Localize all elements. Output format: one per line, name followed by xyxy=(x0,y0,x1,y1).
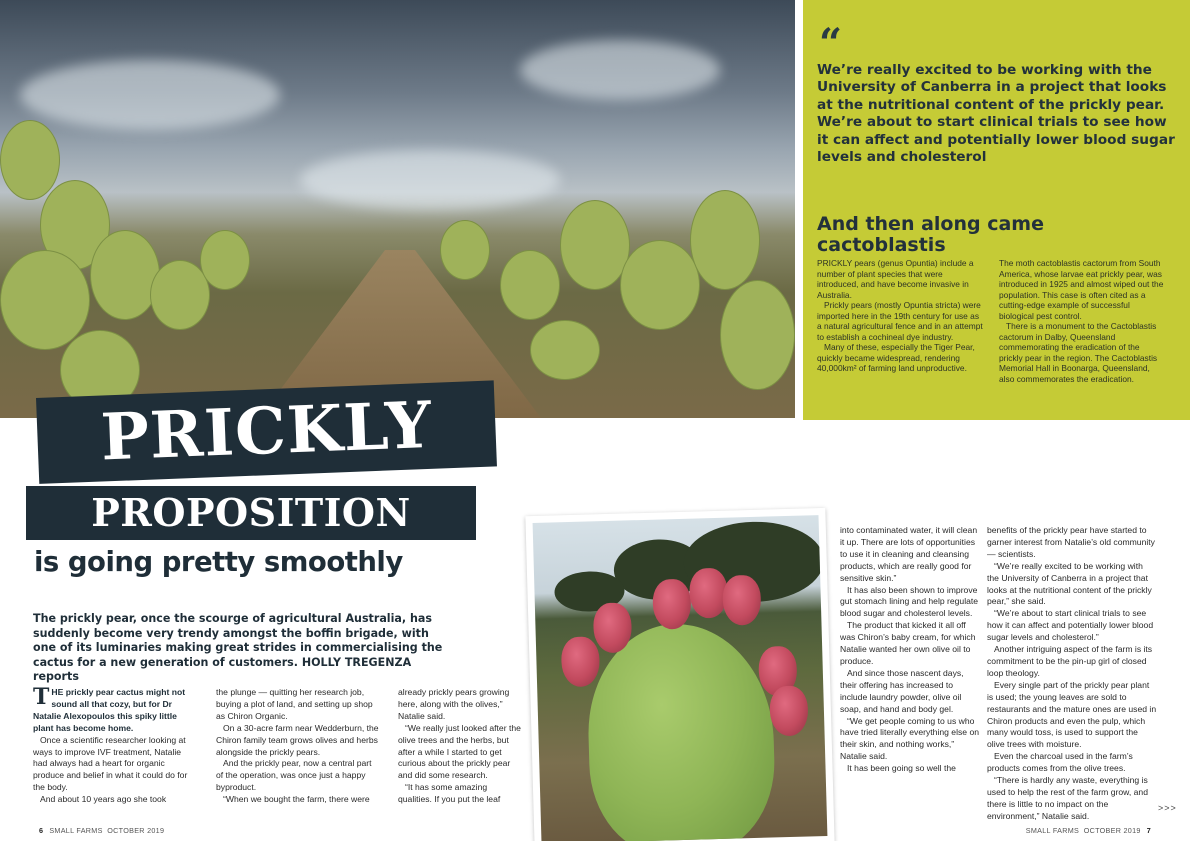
article-paragraph: And the prickly pear, now a central part of the operation, was once just a happy byproduct. xyxy=(216,758,372,793)
article-column-3 xyxy=(398,687,522,806)
folio-right xyxy=(1026,826,1157,835)
article-paragraph: “We get people coming to us who have tried literally everything else on their skin, and nothing works,” Natalie said. xyxy=(840,715,980,762)
article-paragraph: “We’re really excited to be working with the University of Canberra in a project that looks at the nutritional content of the prickly pear,” she said. xyxy=(987,560,1152,607)
issue-date: OCTOBER 2019 xyxy=(107,826,165,835)
article-paragraph: “We really just looked after the olive trees and the herbs, but after a while I started to get curious about the prickly pear and did some research. xyxy=(398,722,521,781)
article-paragraph: On a 30-acre farm near Wedderburn, the Chiron family team grows olives and herbs alongside the prickly pears. xyxy=(216,722,379,757)
standfirst: The prickly pear, once the scourge of agricultural Australia, has suddenly become very trendy amongst the boffin brigade, with one of its luminaries making great strides in commercialising the cactus for a new generation of customers. HOLLY TREGENZA reports xyxy=(33,612,443,684)
folio-left xyxy=(33,826,164,835)
intro-text: HE prickly pear cactus might not sound all that cozy, but for Dr Natalie Alexopoulos this spiky little plant has become home. xyxy=(33,687,186,733)
headline-block-1 xyxy=(36,380,497,484)
article-paragraph: The product that kicked it all off was Chiron’s baby cream, for which Natalie wanted her own olive oil to produce. xyxy=(840,620,976,666)
sidebar-paragraph: Prickly pears (mostly Opuntia stricta) were imported here in the 19th century for use as a natural agricultural fence and in an attempt to establish a cochineal dye industry. xyxy=(817,300,983,342)
sidebar-panel xyxy=(803,0,1190,420)
article-column-4 xyxy=(840,525,980,775)
article-paragraph: It has also been shown to improve gut stomach lining and help regulate blood sugar and cholesterol levels. xyxy=(840,584,979,619)
headline-subtitle: is going pretty smoothly xyxy=(34,546,403,578)
page-number-right: 7 xyxy=(1146,826,1151,835)
article-paragraph: “When we bought the farm, there were xyxy=(223,794,370,805)
article-column-1 xyxy=(33,684,194,806)
sidebar-paragraph: PRICKLY pears (genus Opuntia) include a number of plant species that were introduced, and have become invasive in Australia. xyxy=(817,258,974,300)
article-paragraph: benefits of the prickly pear have started to garner interest from Natalie’s old community — scientists. xyxy=(987,525,1155,559)
publication-name: SMALL FARMS xyxy=(1025,826,1080,835)
inset-photo-prickly-pear-fruit xyxy=(525,508,834,841)
headline-line-2: PROPOSITION xyxy=(91,490,411,535)
quote-mark-icon: “ xyxy=(819,20,843,67)
article-paragraph: Once a scientific researcher looking at ways to improve IVF treatment, Natalie had always had a heart for organic produce and belief in what it could do for the body. xyxy=(33,734,188,793)
sidebar-heading: And then along came cactoblastis xyxy=(817,213,1044,256)
article-paragraph: into contaminated water, it will clean it up. There are lots of opportunities to use it in cleaning and cleansing products, which are really good for sensitive skin.” xyxy=(840,525,978,583)
publication-name: SMALL FARMS xyxy=(49,826,103,835)
continued-arrow-icon: >>> xyxy=(1158,803,1177,813)
pull-quote: We’re really excited to be working with the University of Canberra in a project that looks at the nutritional content of the prickly pear. We’re about to start clinical trials to see how it can affect and potentially lower blood sugar levels and cholesterol xyxy=(817,62,1175,166)
article-column-2 xyxy=(216,687,381,806)
article-paragraph: It has been going so well the xyxy=(847,763,956,774)
issue-date: OCTOBER 2019 xyxy=(1083,826,1141,835)
intro-paragraph xyxy=(33,684,194,735)
article-column-5 xyxy=(987,525,1157,823)
article-paragraph: “It has some amazing qualities. If you put the leaf xyxy=(398,782,501,805)
page-number-left: 6 xyxy=(39,826,44,835)
headline-line-1: PRICKLY xyxy=(99,387,434,476)
article-paragraph: And since those nascent days, their offering has increased to include laundry powder, olive oil soap, and hand and body gel. xyxy=(840,667,964,714)
sidebar-column-1 xyxy=(817,258,983,374)
article-paragraph: Every single part of the prickly pear plant is used; the young leaves are sold to restaurants and the mature ones are used in Chiron products and even the pulp, which many would toss, is used to support the olive trees with moisture. xyxy=(987,679,1157,750)
article-paragraph: the plunge — quitting her research job, buying a plot of land, and setting up shop as Chiron Organic. xyxy=(216,687,373,721)
sidebar-paragraph: The moth cactoblastis cactorum from South America, whose larvae eat prickly pear, was introduced in 1925 and almost wiped out the population. This case is often cited as a cutting-edge example of successful biological pest control. xyxy=(999,258,1164,321)
article-paragraph: Even the charcoal used in the farm’s products comes from the olive trees. xyxy=(987,751,1133,774)
sidebar-paragraph: There is a monument to the Cactoblastis cactorum in Dalby, Queensland commemorating the eradication of the prickly pear in the region. The Cactoblastis Memorial Hall in Boonarga, Queensland, also commemorates the eradication. xyxy=(999,321,1158,385)
article-paragraph: “We’re about to start clinical trials to see how it can affect and potentially lower blood sugar levels and cholesterol.” xyxy=(987,608,1154,643)
drop-cap: T xyxy=(33,684,50,710)
sidebar-paragraph: Many of these, especially the Tiger Pear, quickly became widespread, rendering 40,000km² of farming land unproductive. xyxy=(817,342,975,374)
article-paragraph: Another intriguing aspect of the farm is its commitment to be the pin-up girl of closed loop theology. xyxy=(987,644,1153,678)
headline-block-2 xyxy=(26,486,476,540)
sidebar-column-2 xyxy=(999,258,1165,385)
hero-photo-cactus-field xyxy=(0,0,795,418)
article-paragraph: “There is hardly any waste, everything is used to help the rest of the farm grow, and there is little to no impact on the environment,” Natalie said. xyxy=(987,775,1148,821)
article-paragraph: already prickly pears growing here, along with the olives,” Natalie said. xyxy=(398,687,510,721)
article-paragraph: And about 10 years ago she took xyxy=(40,794,167,805)
